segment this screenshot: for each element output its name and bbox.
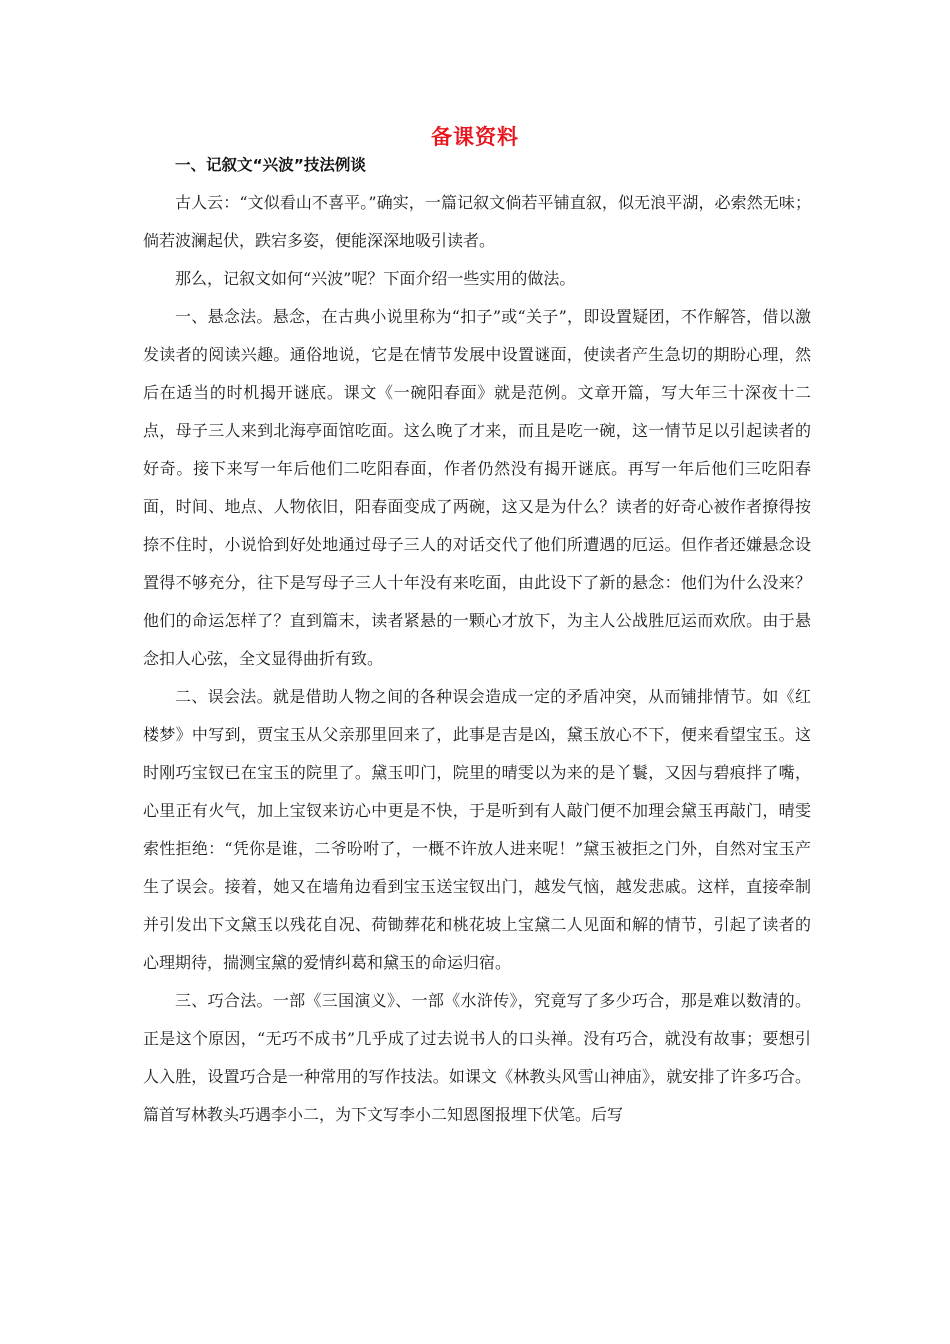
paragraph-suspense-method: 一、悬念法。悬念，在古典小说里称为“扣子”或“关子”，即设置疑团，不作解答，借以激发读者的阅读兴趣。通俗地说，它是在情节发展中设置谜面，使读者产生急切的期盼心理，然后在适当的时机揭开谜底。课文《一碗阳春面》就是范例。文章开篇，写大年三十深夜十二点，母子三人来到北海亭面馆吃面。这么晚了才来，而且是吃一碗，这一情节足以引起读者的好奇。接下来写一年后他们二吃阳春面，作者仍然没有揭开谜底。再写一年后他们三吃阳春面，时间、地点、人物依旧，阳春面变成了两碗，这又是为什么？读者的好奇心被作者撩得按捺不住时，小说恰到好处地通过母子三人的对话交代了他们所遭遇的厄运。但作者还嫌悬念设置得不够充分，往下是写母子三人十年没有来吃面，由此设下了新的悬念：他们为什么没来？他们的命运怎样了？直到篇末，读者紧悬的一颗心才放下，为主人公战胜厄运而欢欣。由于悬念扣人心弦，全文显得曲折有致。	[143, 307, 811, 668]
section-heading: 一、记叙文“兴波”技法例谈	[175, 156, 366, 174]
document-title: 备课资料	[431, 125, 519, 149]
paragraph-intro: 古人云：“文似看山不喜平。”确实，一篇记叙文倘若平铺直叙，似无浪平湖，必索然无味；倘若波澜起伏，跌宕多姿，便能深深地吸引读者。	[143, 193, 811, 250]
paragraph-transition: 那么，记叙文如何“兴波”呢？下面介绍一些实用的做法。	[175, 269, 576, 288]
paragraph-misunderstanding-method: 二、误会法。就是借助人物之间的各种误会造成一定的矛盾冲突，从而铺排情节。如《红楼梦》中写到，贾宝玉从父亲那里回来了，此事是吉是凶，黛玉放心不下，便来看望宝玉。这时刚巧宝钗已在宝玉的院里了。黛玉叩门，院里的晴雯以为来的是丫鬟，又因与碧痕拌了嘴，心里正有火气，加上宝钗来访心中更是不快，于是听到有人敲门便不加理会黛玉再敲门，晴雯索性拒绝：“凭你是谁，二爷吩咐了，一概不许放人进来呢！”黛玉被拒之门外，自然对宝玉产生了误会。接着，她又在墙角边看到宝玉送宝钗出门，越发气恼，越发悲戚。这样，直接牵制并引发出下文黛玉以残花自况、荷锄葬花和桃花坡上宝黛二人见面和解的情节，引起了读者的心理期待，揣测宝黛的爱情纠葛和黛玉的命运归宿。	[143, 687, 811, 972]
document-body	[143, 184, 811, 1134]
paragraph-coincidence-method: 三、巧合法。一部《三国演义》、一部《水浒传》，究竟写了多少巧合，那是难以数清的。正是这个原因，“无巧不成书”几乎成了过去说书人的口头禅。没有巧合，就没有故事；要想引人入胜，设置巧合是一种常用的写作技法。如课文《林教头风雪山神庙》，就安排了许多巧合。篇首写林教头巧遇李小二，为下文写李小二知恩图报埋下伏笔。后写	[143, 991, 811, 1124]
